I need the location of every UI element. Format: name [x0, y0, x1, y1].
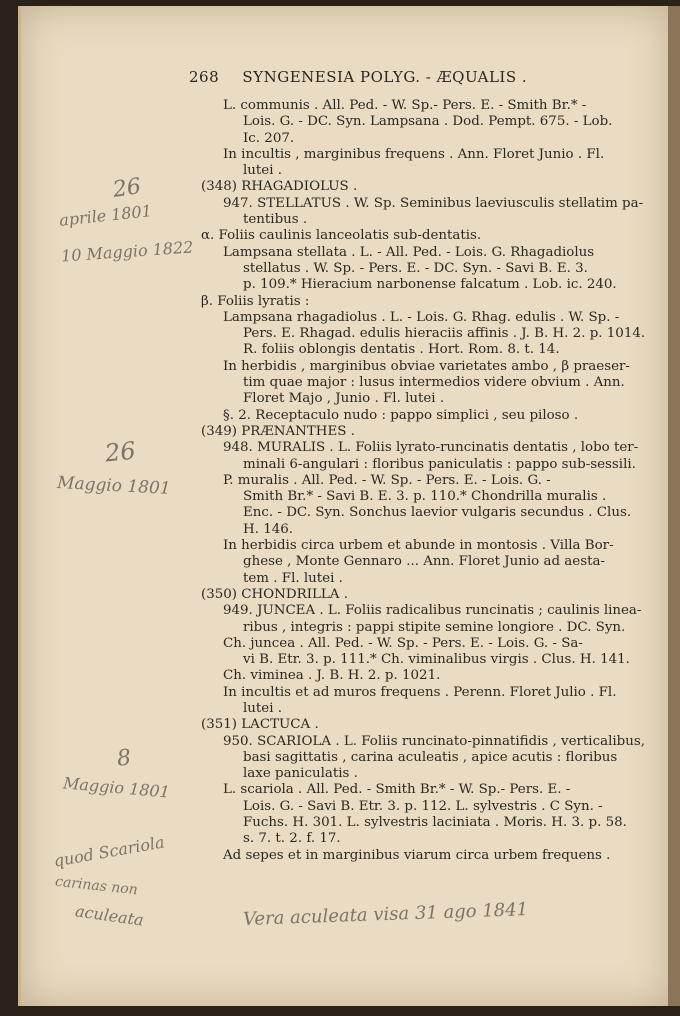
text-line: laxe paniculatis .: [243, 766, 358, 782]
text-line: tentibus .: [243, 212, 308, 228]
text-line: 948. MURALIS . L. Foliis lyrato-runcinatis dentatis , lobo ter-: [223, 440, 639, 456]
text-line: Ad sepes et in marginibus viarum circa urbem frequens .: [223, 847, 611, 863]
text-line: 950. SCARIOLA . L. Foliis runcinato-pinnatifidis , verticalibus,: [223, 733, 645, 749]
handwritten-note: 10 Maggio 1822: [60, 237, 194, 266]
book-page: [18, 6, 669, 1006]
text-line: R. foliis oblongis dentatis . Hort. Rom. 8. t. 14.: [243, 342, 560, 358]
handwritten-note: aprile 1801: [58, 201, 153, 230]
page-header: [189, 68, 629, 86]
handwritten-note: 26: [111, 174, 143, 203]
text-line: basi sagittatis , carina aculeatis , apice acutis : floribus: [243, 749, 618, 765]
text-line: Smith Br.* - Savi B. E. 3. p. 110.* Chondrilla muralis .: [243, 489, 607, 505]
handwritten-note: quod Scariola: [52, 832, 166, 871]
text-line: vi B. Etr. 3. p. 111.* Ch. viminalibus virgis . Clus. H. 141.: [243, 652, 630, 668]
text-line: β. Foliis lyratis :: [201, 293, 310, 309]
text-line: Lampsana stellata . L. - All. Ped. - Lois. G. Rhagadiolus: [223, 244, 595, 260]
text-line: P. muralis . All. Ped. - W. Sp. - Pers. E. - Lois. G. -: [223, 472, 551, 488]
text-line: L. scariola . All. Ped. - Smith Br.* - W. Sp.- Pers. E. -: [223, 782, 571, 798]
text-line: ghese , Monte Gennaro ... Ann. Floret Junio ad aesta-: [243, 554, 605, 570]
text-line: tim quae major : lusus intermedios videre obvium . Ann.: [243, 375, 625, 391]
text-line: (351) LACTUCA .: [201, 717, 319, 733]
page-body-text: [201, 98, 659, 864]
text-line: Pers. E. Rhagad. edulis hieraciis affinis . J. B. H. 2. p. 1014.: [243, 326, 646, 342]
handwritten-note: Maggio 1801: [62, 773, 171, 802]
book-edge: [668, 6, 680, 1006]
text-line: §. 2. Receptaculo nudo : pappo simplici , seu piloso .: [223, 407, 579, 423]
text-line: minali 6-angulari : floribus paniculatis : pappo sub-sessili.: [243, 456, 636, 472]
text-line: ribus , integris : pappi stipite semine longiore . DC. Syn.: [243, 619, 626, 635]
text-line: tem . Fl. lutei .: [243, 570, 343, 586]
text-line: lutei .: [243, 700, 283, 716]
text-line: Ch. juncea . All. Ped. - W. Sp. - Pers. E. - Lois. G. - Sa-: [223, 635, 583, 651]
page-number: 268: [189, 68, 220, 86]
handwritten-note: Vera aculeata visa 31 ago 1841: [242, 899, 529, 930]
text-line: Lampsana rhagadiolus . L. - Lois. G. Rhag. edulis . W. Sp. -: [223, 309, 620, 325]
text-line: H. 146.: [243, 521, 294, 537]
text-line: (350) CHONDRILLA .: [201, 586, 348, 602]
text-line: Ic. 207.: [243, 130, 295, 146]
text-line: In incultis , marginibus frequens . Ann. Floret Junio . Fl.: [223, 146, 605, 162]
text-line: (349) PRÆNANTHES .: [201, 423, 355, 439]
handwritten-note: 8: [115, 745, 133, 772]
text-line: In herbidis , marginibus obviae varietates ambo , β praeser-: [223, 358, 630, 374]
text-line: 947. STELLATUS . W. Sp. Seminibus laeviusculis stellatim pa-: [223, 195, 644, 211]
text-line: lutei .: [243, 163, 283, 179]
text-line: Enc. - DC. Syn. Sonchus laevior vulgaris secundus . Clus.: [243, 505, 632, 521]
handwritten-note: 26: [103, 436, 137, 468]
text-line: In incultis et ad muros frequens . Perenn. Floret Julio . Fl.: [223, 684, 617, 700]
running-title: SYNGENESIA POLYG. - ÆQUALIS .: [242, 68, 528, 86]
text-line: Lois. G. - Savi B. Etr. 3. p. 112. L. sylvestris . C Syn. -: [243, 798, 603, 814]
text-line: p. 109.* Hieracium narbonense falcatum . Lob. ic. 240.: [243, 277, 617, 293]
handwritten-note: aculeata: [74, 901, 145, 930]
text-line: s. 7. t. 2. f. 17.: [243, 831, 341, 847]
text-line: L. communis . All. Ped. - W. Sp.- Pers. E. - Smith Br.* -: [223, 98, 587, 113]
text-line: In herbidis circa urbem et abunde in montosis . Villa Bor-: [223, 538, 614, 554]
text-line: stellatus . W. Sp. - Pers. E. - DC. Syn. - Savi B. E. 3.: [243, 260, 588, 276]
text-line: (348) RHAGADIOLUS .: [201, 179, 358, 195]
text-line: α. Foliis caulinis lanceolatis sub-dentatis.: [201, 228, 482, 244]
handwritten-note: carinas non: [54, 873, 139, 899]
text-line: 949. JUNCEA . L. Foliis radicalibus runcinatis ; caulinis linea-: [223, 603, 642, 619]
handwritten-note: Maggio 1801: [56, 473, 172, 499]
text-line: Fuchs. H. 301. L. sylvestris laciniata . Moris. H. 3. p. 58.: [243, 815, 627, 831]
text-line: Lois. G. - DC. Syn. Lampsana . Dod. Pempt. 675. - Lob.: [243, 114, 613, 130]
text-line: Ch. viminea . J. B. H. 2. p. 1021.: [223, 668, 441, 684]
text-line: Floret Majo , Junio . Fl. lutei .: [243, 391, 445, 407]
